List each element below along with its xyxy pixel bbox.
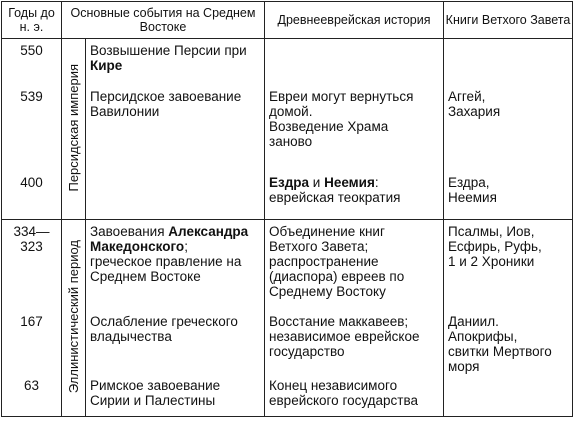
year-cell — [2, 220, 62, 311]
table-row — [2, 220, 573, 311]
year-cell: 167 — [2, 310, 62, 374]
books-text: Захария — [448, 104, 501, 119]
event-cell — [86, 220, 265, 311]
event-text: Завоевания Александра — [90, 224, 249, 239]
history-text: заново — [269, 134, 313, 149]
history-text: еврейская теократия — [269, 190, 401, 205]
era-label: Персидская империя — [66, 63, 81, 192]
era-label: Эллинистический период — [66, 239, 81, 394]
table-row — [2, 374, 573, 417]
year-cell: 63 — [2, 374, 62, 417]
history-text: Среднему Востоку — [269, 284, 386, 299]
header-years: Годы до н. э. — [2, 2, 62, 39]
event-cell — [86, 374, 265, 417]
event-text: Вавилонии — [90, 104, 160, 119]
timeline-table — [1, 1, 573, 417]
books-cell — [444, 39, 573, 86]
books-text: свитки Мертвого — [448, 344, 552, 359]
history-cell — [265, 171, 444, 220]
table-row — [2, 310, 573, 374]
table-row — [2, 171, 573, 220]
history-cell — [265, 374, 444, 417]
year-text: 334— — [13, 224, 50, 239]
event-text: Возвышение Персии при — [90, 43, 247, 58]
event-text: владычества — [90, 329, 172, 344]
books-cell — [444, 220, 573, 311]
history-cell — [265, 310, 444, 374]
history-text: государство — [269, 344, 345, 359]
books-cell — [444, 374, 573, 417]
books-text: Апокрифы, — [448, 329, 518, 344]
event-text: Среднем Востоке — [90, 269, 201, 284]
books-cell — [444, 171, 573, 220]
books-cell — [444, 85, 573, 171]
history-text: Объединение книг — [269, 224, 385, 239]
year-cell: 550 — [2, 39, 62, 86]
event-text: Римское завоевание — [90, 378, 221, 393]
history-text: Ветхого Завета; — [269, 239, 369, 254]
header-row — [2, 2, 573, 39]
table-row — [2, 85, 573, 171]
books-text: Неемия — [448, 190, 497, 205]
history-text: распространение — [269, 254, 379, 269]
header-history: Древнееврейская история — [265, 2, 444, 39]
event-text: Сирии и Палестины — [90, 393, 216, 408]
history-text: Возведение Храма — [269, 119, 389, 134]
books-text: 1 и 2 Хроники — [448, 254, 535, 269]
event-text: Персидское завоевание — [90, 89, 242, 104]
event-cell — [86, 39, 265, 86]
era-persian — [62, 39, 86, 220]
history-text: (диаспора) евреев по — [269, 269, 405, 284]
books-text: Ездра, — [448, 175, 490, 190]
year-cell: 400 — [2, 171, 62, 220]
era-hellenistic — [62, 220, 86, 417]
year-cell: 539 — [2, 85, 62, 171]
history-text: независимое еврейское — [269, 329, 420, 344]
books-cell — [444, 310, 573, 374]
header-events: Основные события на Среднем Востоке — [62, 2, 265, 39]
books-text: Аггей, — [448, 89, 486, 104]
year-text: 323 — [20, 239, 43, 254]
books-text: Есфирь, Руфь, — [448, 239, 542, 254]
books-text: моря — [448, 359, 480, 374]
books-text: Псалмы, Иов, — [448, 224, 535, 239]
history-text: Конец независимого — [269, 378, 398, 393]
history-text: Восстание маккавеев; — [269, 314, 409, 329]
history-cell — [265, 220, 444, 311]
history-text: Ездра и Неемия: — [269, 175, 379, 190]
event-cell — [86, 310, 265, 374]
event-cell — [86, 85, 265, 171]
event-text: Македонского; — [90, 239, 188, 254]
event-text: Ослабление греческого — [90, 314, 238, 329]
books-text: Даниил. — [448, 314, 499, 329]
table-row — [2, 39, 573, 86]
event-cell — [86, 171, 265, 220]
history-text: еврейского государства — [269, 393, 418, 408]
history-text: домой. — [269, 104, 313, 119]
event-text: греческое правление на — [90, 254, 242, 269]
history-cell — [265, 85, 444, 171]
event-text: Кире — [90, 58, 123, 73]
header-books: Книги Ветхого Завета — [444, 2, 573, 39]
history-cell — [265, 39, 444, 86]
history-text: Евреи могут вернуться — [269, 89, 414, 104]
